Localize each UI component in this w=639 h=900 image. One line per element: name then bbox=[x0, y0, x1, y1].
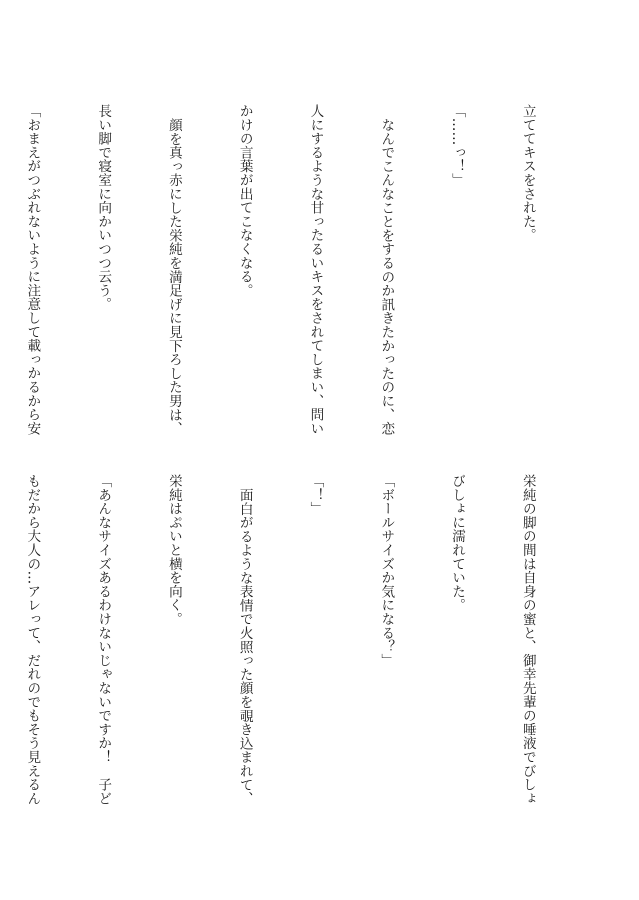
text-line: びしょに濡れていた。 bbox=[449, 474, 466, 612]
text-line: 「ボールサイズか気になる？」 bbox=[378, 474, 395, 668]
text-line: かけの言葉が出てこなくなる。 bbox=[236, 104, 253, 298]
text-line: 「……っ！」 bbox=[449, 104, 466, 187]
text-line: 立ててキスをされた。 bbox=[519, 104, 536, 242]
text-line: 長い脚で寝室に向かいつつ云う。 bbox=[95, 104, 112, 311]
text-line: 「あんなサイズあるわけないじゃないですか！ 子ど bbox=[95, 474, 112, 806]
text-line: なんでこんなことをするのか訊きたかったのに、恋 bbox=[378, 117, 395, 435]
text-line: 人にするような甘ったるいキスをされてしまい、問い bbox=[307, 104, 324, 436]
text-line: 栄純の脚の間は自身の蜜と、御幸先輩の唾液でびしょ bbox=[519, 474, 536, 806]
upper-text-block bbox=[0, 104, 586, 448]
text-line: もだから大人の…アレって、だれのでもそう見えるん bbox=[24, 474, 41, 806]
text-line: 「！」 bbox=[307, 474, 324, 516]
text-line: 「おまえがつぶれないように注意して載っかるから安 bbox=[24, 104, 41, 436]
text-line: 栄純はぷいと横を向く。 bbox=[165, 474, 182, 626]
text-line: 顔を真っ赤にした栄純を満足げに見下ろした男は、 bbox=[165, 117, 182, 435]
text-line: 面白がるような表情で火照った顔を覗き込まれて、 bbox=[236, 487, 253, 805]
lower-text-block bbox=[0, 474, 586, 818]
